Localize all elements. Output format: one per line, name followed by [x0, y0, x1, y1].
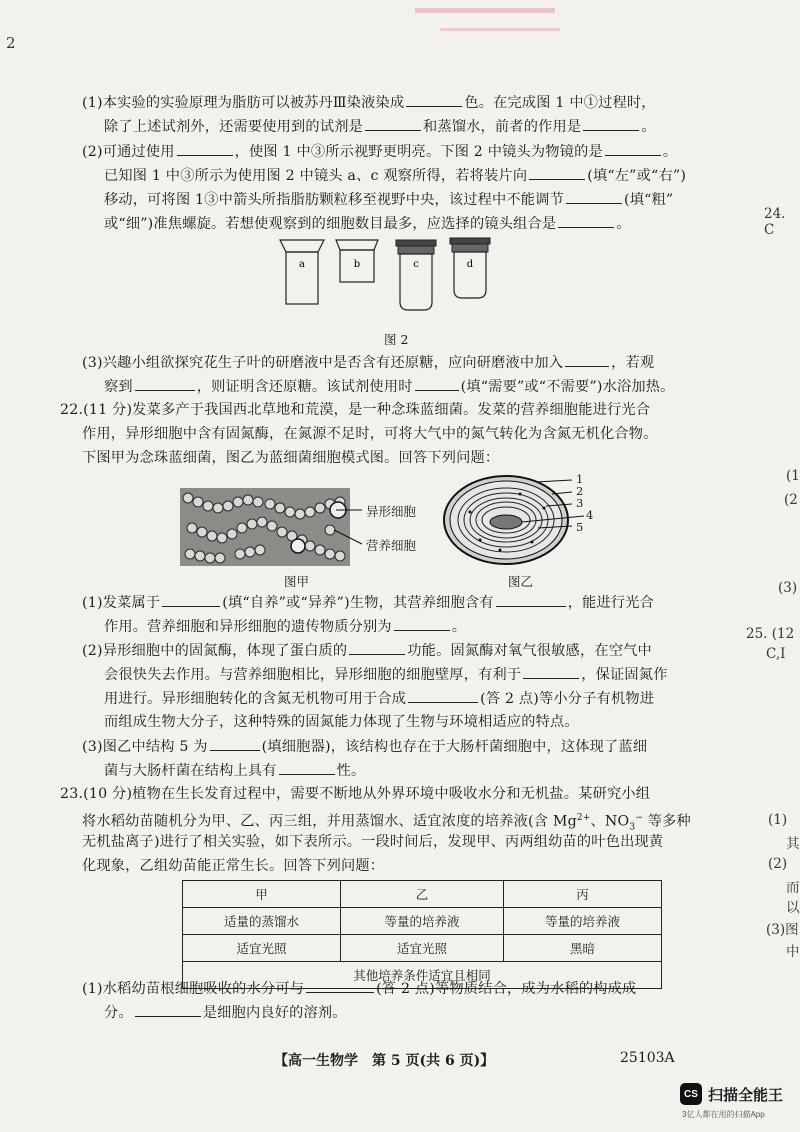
adjacent-page-fragment: (1)	[768, 812, 788, 828]
answer-blank	[496, 592, 566, 607]
q22-part2-line1: (2)异形细胞中的固氮酶，体现了蛋白质的 功能。固氮酶对氧气很敏感，在空气中	[82, 640, 652, 661]
table-header-cell: 乙	[341, 881, 504, 908]
adjacent-page-q25: 25. (12	[746, 626, 795, 642]
q21-part3-line1: (3)兴趣小组欲探究花生子叶的研磨液中是否含有还原糖，应向研磨液中加入 ，若观	[82, 352, 654, 373]
cell-part-number-5: 5	[576, 520, 584, 534]
q22-part2-line4: 而组成生物大分子，这种特殊的固氮能力体现了生物与环境相适应的特点。	[104, 714, 579, 730]
table-cell: 适量的蒸馏水	[183, 908, 341, 935]
answer-blank	[529, 165, 585, 180]
answer-blank	[566, 189, 622, 204]
lens-d	[450, 238, 490, 298]
q23-intro-line4: 化现象，乙组幼苗能正常生长。回答下列问题：	[82, 858, 385, 874]
q21-part2-line4: 或“细”)准焦螺旋。若想使观察到的细胞数目最多，应选择的镜头组合是 。	[104, 213, 631, 234]
lens-a	[280, 240, 324, 304]
label-vegetative-cell: 营养细胞	[366, 538, 417, 553]
table-cell: 适宜光照	[341, 935, 504, 962]
q22-part2-line3: 用进行。异形细胞转化的含氮无机物可用于合成 (答 2 点)等小分子有机物进	[104, 688, 654, 709]
adjacent-page-fragment: 其	[786, 836, 800, 852]
table-header-row	[183, 881, 662, 908]
table-header-cell: 丙	[503, 881, 661, 908]
q22-part1-line1: (1)发菜属于 (填“自养”或“异养”)生物，其营养细胞含有 ，能进行光合	[82, 592, 654, 613]
scan-artifact	[415, 8, 555, 13]
q22-part1-line2: 作用。营养细胞和异形细胞的遗传物质分别为 。	[104, 616, 466, 637]
page-footer-code: 25103A	[620, 1050, 675, 1066]
answer-blank	[365, 116, 421, 131]
answer-blank	[565, 352, 609, 367]
watermark-brand: 扫描全能王	[708, 1086, 784, 1104]
answer-blank	[605, 141, 661, 156]
adjacent-page-fragment: 而	[786, 880, 800, 896]
q21-part2-line1: (2)可通过使用 ，使图 1 中③所示视野更明亮。下图 2 中镜头为物镜的是 。	[82, 141, 677, 162]
scanner-watermark	[680, 1083, 783, 1120]
q21-part2-line3: 移动，可将图 1③中箭头所指脂肪颗粒移至视野中央，该过程中不能调节 (填“粗”	[104, 189, 673, 210]
q21-part3-line2: 察到 ，则证明含还原糖。该试剂使用时 (填“需要”或“不需要”)水浴加热。	[104, 376, 675, 397]
figure-2-caption: 图 2	[384, 332, 409, 347]
figure-jia-micrograph	[180, 488, 350, 566]
adjacent-page-fragment: (3)	[778, 580, 798, 596]
scan-artifact	[440, 28, 560, 31]
adjacent-page-fragment: 中	[786, 944, 800, 960]
q22-part3-line2: 菌与大肠杆菌在结构上具有 性。	[104, 760, 365, 781]
q21-part1-line2: 除了上述试剂外，还需要使用到的试剂是 和蒸馏水，前者的作用是 。	[104, 116, 656, 137]
q23-intro-line2: 将水稻幼苗随机分为甲、乙、丙三组，并用蒸馏水、适宜浓度的培养液(含 $Mg^{2+}$、$NO_3^-$ 等多种	[82, 813, 691, 833]
q21-part1-line1: (1)本实验的实验原理为脂肪可以被苏丹Ⅲ染液染成 色。在完成图 1 中①过程时，	[82, 92, 656, 113]
answer-blank	[415, 376, 459, 391]
answer-blank	[135, 1002, 201, 1017]
lens-d-label: d	[466, 259, 474, 270]
table-row	[183, 908, 662, 935]
answer-blank	[406, 92, 462, 107]
cell-part-number-2: 2	[576, 484, 584, 498]
page-footer-title: 【高一生物学 第 5 页(共 6 页)】	[274, 1053, 495, 1069]
answer-blank	[162, 592, 220, 607]
table-cell: 等量的培养液	[503, 908, 661, 935]
label-heterocyst: 异形细胞	[366, 504, 417, 519]
q22-intro-line2: 作用，异形细胞中含有固氮酶，在氮源不足时，可将大气中的氮气转化为含氮无机化合物。	[82, 426, 658, 442]
adjacent-page-fragment: 以	[786, 900, 800, 916]
q22-intro-line1: 22.(11 分)发菜多产于我国西北草地和荒漠，是一种念珠蓝细菌。发菜的营养细胞能进行光合	[60, 402, 651, 418]
figure-jia-pointers	[330, 500, 366, 550]
figure-jia-caption: 图甲	[284, 574, 310, 589]
answer-blank	[349, 640, 405, 655]
figure-2-lenses	[278, 236, 508, 316]
answer-blank	[394, 616, 450, 631]
cell-part-number-1: 1	[576, 472, 584, 486]
adjacent-page-q24: 24. C	[764, 206, 786, 238]
adjacent-page-fragment: (2	[784, 492, 798, 508]
answer-blank	[210, 736, 260, 751]
experiment-table	[182, 880, 662, 989]
answer-blank	[279, 760, 335, 775]
lens-c	[396, 240, 436, 310]
lens-b-label: b	[353, 259, 361, 270]
adjacent-page-fragment: (2)	[768, 856, 788, 872]
lens-c-label: c	[413, 259, 419, 270]
cell-part-number-4: 4	[586, 508, 594, 522]
q23-intro-line3: 无机盐离子)进行了相关实验，如下表所示。一段时间后，发现甲、丙两组幼苗的叶色出现黄	[82, 834, 664, 850]
table-cell: 黑暗	[503, 935, 661, 962]
q22-part2-line2: 会很快失去作用。与营养细胞相比，异形细胞的细胞壁厚，有利于 ，保证固氮作	[104, 664, 668, 685]
answer-blank	[177, 141, 233, 156]
q22-part3-line1: (3)图乙中结构 5 为 (填细胞器)，该结构也存在于大肠杆菌细胞中，这体现了蓝细	[82, 736, 647, 757]
adjacent-page-fragment: C,I	[766, 646, 786, 662]
q23-part1-line2: 分。 是细胞内良好的溶剂。	[104, 1002, 347, 1023]
table-cell: 等量的培养液	[341, 908, 504, 935]
answer-blank	[558, 213, 614, 228]
q22-intro-line3: 下图甲为念珠蓝细菌，图乙为蓝细菌细胞模式图。回答下列问题：	[82, 450, 500, 466]
adjacent-page-fragment: (1	[786, 468, 800, 484]
q23-intro-line1: 23.(10 分)植物在生长发育过程中，需要不断地从外界环境中吸收水分和无机盐。某研究小组	[60, 786, 651, 802]
lens-b	[336, 240, 378, 282]
answer-blank	[135, 376, 195, 391]
q21-part2-line2: 已知图 1 中③所示为使用图 2 中镜头 a、c 观察所得，若将装片向 (填“左”或“右”)	[104, 165, 686, 186]
table-cell: 其他培养条件适宜且相同	[183, 962, 662, 989]
table-row	[183, 935, 662, 962]
q23-part1-line1: (1)水稻幼苗根细胞吸收的水分可与 (答 2 点)等物质结合，成为水稻的构成成	[82, 978, 636, 999]
watermark-tagline: 3亿人都在用的扫描App	[682, 1110, 765, 1119]
table-header-cell: 甲	[183, 881, 341, 908]
answer-blank	[523, 664, 579, 679]
corner-mark: 2	[6, 34, 16, 52]
figure-yi-caption: 图乙	[508, 574, 534, 589]
lens-a-label: a	[299, 259, 305, 270]
answer-blank	[408, 688, 478, 703]
answer-blank	[583, 116, 639, 131]
answer-blank	[306, 978, 374, 993]
cell-part-number-3: 3	[576, 496, 584, 510]
adjacent-page-fragment: (3)图	[766, 922, 799, 938]
camscanner-logo-icon: CS	[680, 1083, 702, 1105]
table-cell: 适宜光照	[183, 935, 341, 962]
